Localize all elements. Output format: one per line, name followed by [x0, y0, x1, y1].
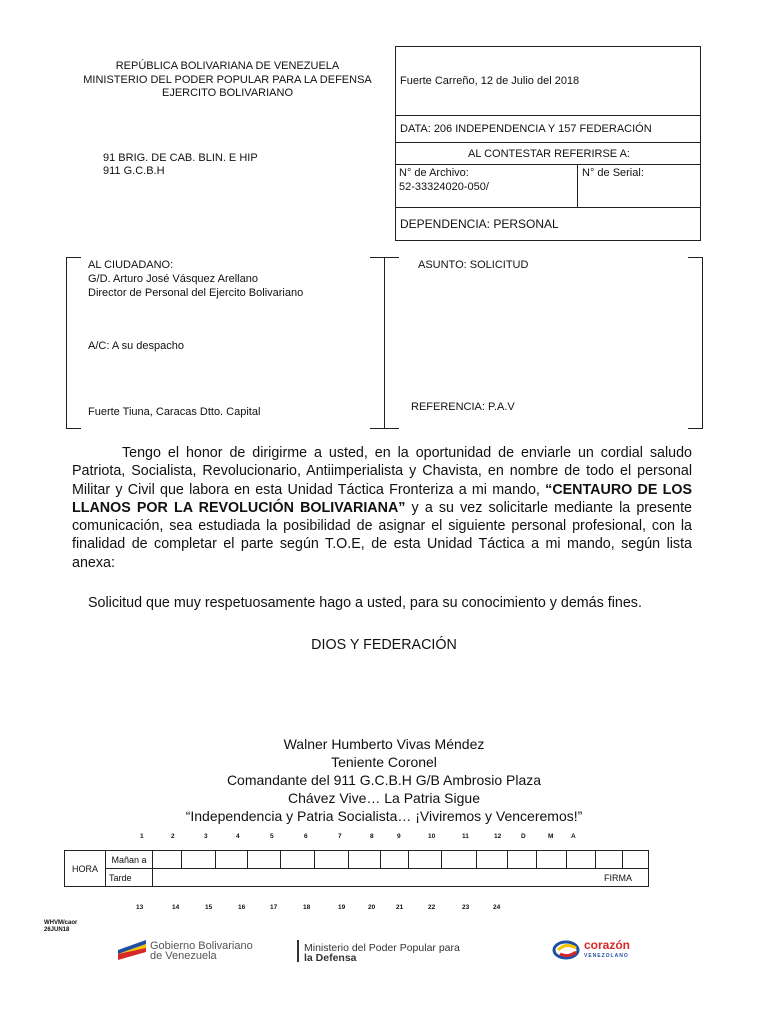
department-box — [395, 207, 701, 241]
grid-bottom-number: 15 — [205, 904, 213, 911]
grid-top-number: 4 — [236, 833, 240, 840]
serial-label: N° de Serial: — [582, 167, 644, 179]
subject-reference: REFERENCIA: P.A.V — [411, 401, 515, 413]
body-paragraph-start: Tengo el honor de dirigirme a usted, en la oportunidad de enviarle un cordial saludo Patriota, Socialista, Revolucionario, Antiimperialista y Chavista, en nombre de todo el personal Militar y Civil que labora en esta Unidad Táctica Fronteriza a mi mando, — [72, 445, 692, 498]
grid-bottom-number: 20 — [368, 904, 376, 911]
unit-line: 911 G.C.B.H — [103, 165, 165, 177]
recipient-ac: A/C: A su despacho — [88, 340, 185, 352]
institution-header — [60, 60, 395, 101]
grid-top-number: 10 — [428, 833, 436, 840]
signer-rank: Teniente Coronel — [331, 754, 437, 770]
morning-cell: Mañan a — [106, 851, 153, 869]
brigade-line: 91 BRIG. DE CAB. BLIN. E HIP — [103, 152, 258, 164]
letter-body — [72, 444, 692, 572]
unit-header — [103, 152, 258, 178]
grid-top-number: 8 — [370, 833, 374, 840]
recipient-title: Director de Personal del Ejercito Bolivariano — [88, 287, 304, 299]
ministry-logo-text: Ministerio del Poder Popular para la Defensa — [304, 942, 460, 964]
republic-line: REPÚBLICA BOLIVARIANA DE VENEZUELA — [115, 60, 340, 72]
grid-top-number: 7 — [338, 833, 342, 840]
grid-top-number: A — [571, 833, 576, 840]
ministry-line: MINISTERIO DEL PODER POPULAR PARA LA DEFENSA — [83, 73, 372, 86]
unit-name-bold: “CENTAURO DE LOS LLANOS POR LA REVOLUCIÓN BOLIVARIANA” — [72, 481, 693, 516]
motto-1: Chávez Vive… La Patria Sigue — [288, 790, 480, 806]
typist-initials: WHVM/caor 26JUN18 — [44, 920, 78, 933]
archivo-label: N° de Archivo: — [399, 167, 469, 179]
grid-top-number: 11 — [462, 833, 469, 840]
grid-bottom-number: 22 — [428, 904, 436, 911]
recipient-name: G/D. Arturo José Vásquez Arellano — [88, 273, 258, 285]
government-logo-text: Gobierno Bolivariano de Venezuela — [150, 940, 253, 962]
subject: ASUNTO: SOLICITUD — [418, 259, 529, 271]
signature-grid — [64, 850, 649, 887]
grid-top-number: 6 — [304, 833, 308, 840]
grid-bottom-number: 24 — [493, 904, 501, 911]
grid-bottom-number: 13 — [136, 904, 144, 911]
reference-box — [395, 142, 701, 208]
army-line: EJERCITO BOLIVARIANO — [161, 87, 293, 99]
archivo-value: 52-33324020-050/ — [399, 181, 489, 193]
grid-bottom-number: 23 — [462, 904, 470, 911]
motto-2: “Independencia y Patria Socialista… ¡Viviremos y Venceremos!” — [185, 808, 583, 824]
recipient-to: AL CIUDADANO: — [88, 259, 174, 271]
place-date: Fuerte Carreño, 12 de Julio del 2018 — [400, 75, 580, 87]
signer-position: Comandante del 911 G.C.B.H G/B Ambrosio Plaza — [226, 772, 542, 788]
grid-bottom-number: 16 — [238, 904, 246, 911]
afternoon-cell: Tarde — [106, 869, 153, 887]
data-box — [395, 115, 701, 143]
grid-bottom-number: 17 — [270, 904, 278, 911]
recipient-location: Fuerte Tiuna, Caracas Dtto. Capital — [88, 406, 261, 418]
venezuela-flag-icon — [116, 940, 148, 960]
heart-logo-icon — [552, 940, 582, 960]
grid-top-number: M — [548, 833, 554, 840]
hora-cell: HORA — [65, 851, 106, 887]
signature-field: FIRMA — [153, 869, 649, 887]
recipient-block — [88, 258, 368, 300]
grid-top-number: 5 — [270, 833, 274, 840]
grid-bottom-number: 18 — [303, 904, 311, 911]
grid-bottom-number: 21 — [396, 904, 404, 911]
grid-bottom-number: 14 — [172, 904, 180, 911]
place-date-box — [395, 46, 701, 116]
grid-top-number: 3 — [204, 833, 208, 840]
grid-top-number: D — [521, 833, 526, 840]
corazon-logo-text: corazón VENEZOLANO — [584, 938, 631, 959]
reply-reference: AL CONTESTAR REFERIRSE A: — [468, 148, 630, 160]
body-paragraph-end: y a su vez solicitarle mediante la presente comunicación, sea estudiada la posibilidad de asignar el siguiente personal profesional, con la finalidad de completar el parte según T.O.E, de esta Unidad Táctica a mi mando, según lista anexa: — [72, 499, 692, 571]
closing-motto: DIOS Y FEDERACIÓN — [311, 637, 457, 653]
grid-top-number: 1 — [140, 833, 144, 840]
data-line: DATA: 206 INDEPENDENCIA Y 157 FEDERACIÓN — [400, 123, 652, 135]
signature-block — [0, 735, 768, 825]
grid-top-number: 9 — [397, 833, 401, 840]
signer-name: Walner Humberto Vivas Méndez — [283, 736, 485, 752]
closing-request: Solicitud que muy respetuosamente hago a usted, para su conocimiento y demás fines. — [88, 595, 642, 611]
department: DEPENDENCIA: PERSONAL — [400, 217, 559, 231]
grid-top-number: 2 — [171, 833, 175, 840]
grid-top-number: 12 — [494, 833, 502, 840]
grid-bottom-number: 19 — [338, 904, 346, 911]
